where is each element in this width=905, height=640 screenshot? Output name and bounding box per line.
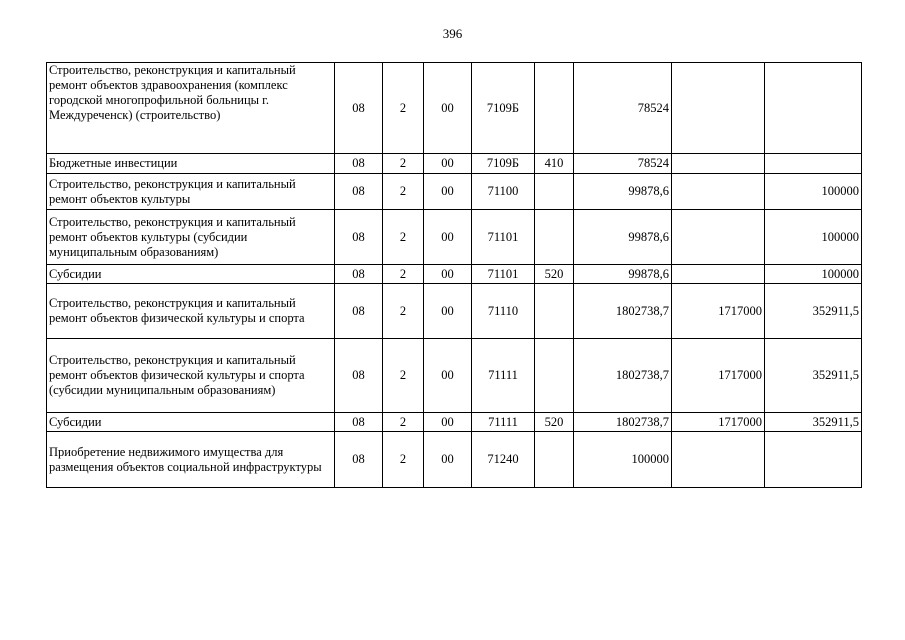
table-row [47, 174, 862, 210]
row-name: Приобретение недвижимого имущества для размещения объектов социальной инфраструктуры [47, 432, 335, 488]
cell-year2 [672, 210, 765, 265]
row-name: Строительство, реконструкция и капитальный ремонт объектов здравоохранения (комплекс городской многопрофильной больницы г. Междуреченск) (строительство) [47, 63, 335, 154]
cell-rz: 08 [335, 174, 383, 210]
cell-csr: 71240 [472, 432, 535, 488]
cell-code: 00 [424, 339, 472, 413]
cell-vr [535, 284, 574, 339]
row-name: Субсидии [47, 265, 335, 284]
cell-prz: 2 [383, 413, 424, 432]
cell-year1: 99878,6 [574, 265, 672, 284]
cell-code: 00 [424, 63, 472, 154]
cell-rz: 08 [335, 432, 383, 488]
cell-year1: 1802738,7 [574, 339, 672, 413]
row-name: Субсидии [47, 413, 335, 432]
row-name: Строительство, реконструкция и капитальный ремонт объектов физической культуры и спорта [47, 284, 335, 339]
cell-csr: 71111 [472, 413, 535, 432]
cell-code: 00 [424, 174, 472, 210]
cell-year3: 352911,5 [765, 413, 862, 432]
cell-vr [535, 210, 574, 265]
cell-year3 [765, 432, 862, 488]
cell-rz: 08 [335, 210, 383, 265]
table-row [47, 210, 862, 265]
cell-year1: 99878,6 [574, 174, 672, 210]
cell-prz: 2 [383, 284, 424, 339]
table-row [47, 339, 862, 413]
cell-year3: 352911,5 [765, 339, 862, 413]
cell-vr [535, 339, 574, 413]
cell-rz: 08 [335, 413, 383, 432]
cell-year3: 100000 [765, 265, 862, 284]
row-name: Строительство, реконструкция и капитальный ремонт объектов культуры (субсидии муниципальным образованиям) [47, 210, 335, 265]
cell-prz: 2 [383, 339, 424, 413]
cell-vr [535, 174, 574, 210]
cell-csr: 71101 [472, 265, 535, 284]
table-row [47, 63, 862, 154]
row-name: Строительство, реконструкция и капитальный ремонт объектов физической культуры и спорта (субсидии муниципальным образованиям) [47, 339, 335, 413]
cell-year1: 78524 [574, 154, 672, 174]
table-row [47, 154, 862, 174]
cell-year1: 99878,6 [574, 210, 672, 265]
cell-code: 00 [424, 265, 472, 284]
cell-vr: 520 [535, 413, 574, 432]
cell-year2: 1717000 [672, 284, 765, 339]
table-row [47, 413, 862, 432]
cell-year1: 78524 [574, 63, 672, 154]
cell-code: 00 [424, 284, 472, 339]
cell-rz: 08 [335, 63, 383, 154]
cell-code: 00 [424, 154, 472, 174]
cell-vr: 410 [535, 154, 574, 174]
cell-year3: 100000 [765, 210, 862, 265]
cell-rz: 08 [335, 154, 383, 174]
cell-year2 [672, 174, 765, 210]
cell-year2: 1717000 [672, 339, 765, 413]
cell-prz: 2 [383, 154, 424, 174]
cell-year3: 100000 [765, 174, 862, 210]
cell-csr: 71111 [472, 339, 535, 413]
cell-year1: 100000 [574, 432, 672, 488]
row-name: Бюджетные инвестиции [47, 154, 335, 174]
cell-prz: 2 [383, 63, 424, 154]
cell-rz: 08 [335, 339, 383, 413]
cell-code: 00 [424, 432, 472, 488]
table-row [47, 265, 862, 284]
cell-year3 [765, 63, 862, 154]
cell-year3: 352911,5 [765, 284, 862, 339]
cell-year2 [672, 63, 765, 154]
cell-vr [535, 63, 574, 154]
cell-vr: 520 [535, 265, 574, 284]
cell-csr: 71100 [472, 174, 535, 210]
cell-year2 [672, 265, 765, 284]
cell-csr: 7109Б [472, 63, 535, 154]
cell-year1: 1802738,7 [574, 284, 672, 339]
page-number: 396 [442, 26, 463, 41]
cell-csr: 7109Б [472, 154, 535, 174]
cell-year2 [672, 432, 765, 488]
cell-prz: 2 [383, 432, 424, 488]
cell-year2 [672, 154, 765, 174]
cell-csr: 71110 [472, 284, 535, 339]
cell-year2: 1717000 [672, 413, 765, 432]
cell-vr [535, 432, 574, 488]
cell-year3 [765, 154, 862, 174]
cell-code: 00 [424, 210, 472, 265]
budget-table [46, 62, 862, 488]
cell-rz: 08 [335, 284, 383, 339]
cell-prz: 2 [383, 265, 424, 284]
table-row [47, 284, 862, 339]
row-name: Строительство, реконструкция и капитальный ремонт объектов культуры [47, 174, 335, 210]
table-row [47, 432, 862, 488]
cell-prz: 2 [383, 210, 424, 265]
cell-year1: 1802738,7 [574, 413, 672, 432]
cell-prz: 2 [383, 174, 424, 210]
cell-code: 00 [424, 413, 472, 432]
cell-csr: 71101 [472, 210, 535, 265]
cell-rz: 08 [335, 265, 383, 284]
